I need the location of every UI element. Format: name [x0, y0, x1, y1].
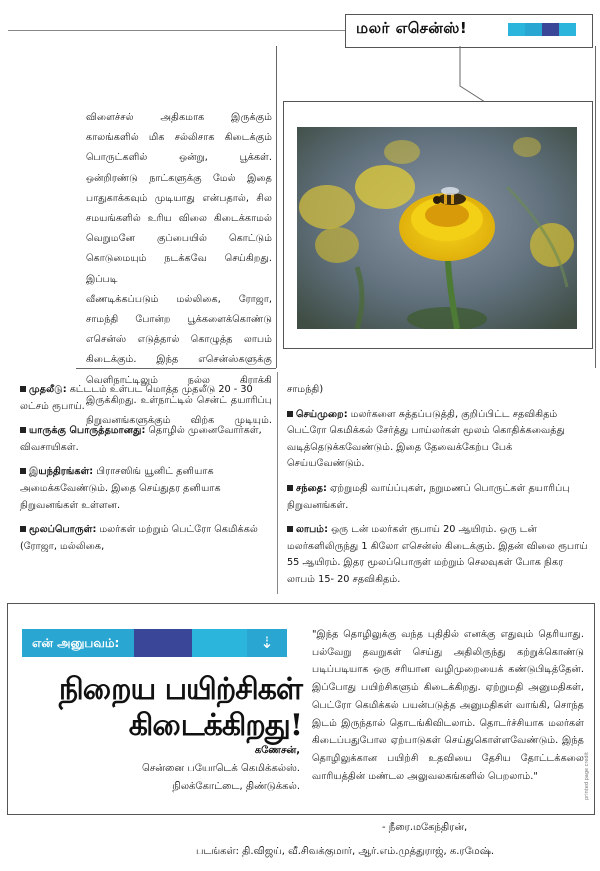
person-name: கணேசன், [254, 745, 300, 756]
callout-pointer [430, 46, 490, 103]
detail-text: ஒரு டன் மலர்கள் ரூபாய் 20 ஆயிரம். ஒரு டன் மலர்களிலிருந்து 1 கிலோ எசென்ஸ் கிடைக்கும். இதன் விலை ரூபாய் 55 ஆயிரம். இதர மூலப்பொருள் மற்றும் செலவுகள் போக நிகர லாபம் 15- 20 சதவிகிதம். [287, 524, 588, 585]
intro-line: பாதுகாக்கவும் முடியாது என்பதால், சில [86, 192, 272, 204]
banner-block [192, 629, 247, 657]
detail-label: செய்முறை: [296, 408, 348, 420]
intro-line: கிடைக்கும். இந்த எசென்ஸ்களுக்கு [86, 354, 272, 366]
detail-label: யாருக்கு பொருத்தமானது: [29, 425, 146, 437]
detail-item [287, 481, 592, 514]
intro-line: பொருட்களில் ஒன்று, பூக்கள். [86, 152, 272, 164]
intro-line: ஒன்றிரண்டு நாட்களுக்கு மேல் இதை [86, 172, 272, 184]
detail-item [287, 407, 592, 473]
person-company: சென்னை பயோடெக் கெமிக்கல்ஸ். [141, 763, 300, 774]
detail-text: ஏற்றுமதி வாய்ப்புகள், நறுமணப் பொருட்கள் தயாரிப்பு நிறுவனங்கள். [287, 482, 570, 511]
bullet-square-icon [20, 427, 26, 433]
intro-line: இருக்கிறது. உள்நாட்டில் சென்ட் தயாரிப்பு [86, 394, 272, 406]
bullet-square-icon [287, 526, 293, 532]
header-bar [559, 23, 576, 36]
intro-line: வெளிநாட்டிலும் நல்ல கிராக்கி [86, 374, 272, 386]
intro-line: வீணடிக்கப்படும் மல்லிகை, ரோஜா, [86, 293, 272, 305]
detail-item [20, 382, 270, 415]
detail-item [20, 522, 270, 555]
experience-quote: "இந்த தொழிலுக்கு வந்த புதிதில் எனக்கு எதுவும் தெரியாது. பல்வேறு தவறுகள் செய்து அதிலிருந்து கற்றுக்கொண்டு படிப்படியாக ஒரு சரியான வழிமுறையைக் கண்டுபிடித்தேன். இப்போது பயிற்சிகளும் கிடைக்கிறது. ஏற்றுமதி அனுமதிகள், பெட்ரோ கெமிக்கல் பயன்படுத்த அனுமதிகள் வாங்கி, சொந்த இடம் இருந்தால் தொடங்கிவிடலாம். தொடர்ச்சியாக மலர்கள் கிடைப்பதுபோல ஏற்பாடுகள் செய்துகொள்ளவேண்டும். இந்த தொழிலுக்கான பயிற்சி உதவியை தேசிய தோட்டக்கலை வாரியத்தின் மண்டல அலுவலகங்களில் பெறலாம்." [312, 629, 584, 782]
header-color-bars [508, 23, 576, 36]
bullet-square-icon [20, 386, 26, 392]
marigold-photo [297, 127, 577, 329]
header-bar [508, 23, 525, 36]
experience-label: என் அனுபவம்: [22, 629, 134, 657]
bullet-square-icon [20, 526, 26, 532]
detail-text: மலர்கள் மற்றும் பெட்ரோ கெமிக்கல் (ரோஜா, மல்லிகை, [20, 524, 258, 552]
marigold-with-bee-icon [297, 127, 577, 329]
detail-label: மூலப்பொருள்: [29, 524, 97, 536]
banner-block [134, 629, 192, 657]
detail-label: லாபம்: [296, 524, 328, 536]
intro-line: சாமந்தி போன்ற பூக்களைக்கொண்டு [86, 314, 272, 326]
down-arrow-icon: ⇣ [247, 629, 287, 657]
bullet-square-icon [20, 468, 26, 474]
detail-label: இயந்திரங்கள்: [29, 466, 94, 478]
detail-text: மலர்களை சுத்தப்படுத்தி, குறிப்பிட்ட சதவிகிதம் பெட்ரோ கெமிக்கல் சேர்த்து பாய்லர்கள் மூலம் கொதிக்கவைத்து வடித்தெடுக்கவேண்டும். இதை தேவைக்கேற்ப பேக் செய்யவேண்டும். [287, 408, 565, 470]
intro-line: நிறுவனங்களுக்கும் விற்க முடியும். [86, 415, 272, 427]
detail-item [287, 522, 592, 588]
intro-line: காலங்களில் மிக சல்லிசாக கிடைக்கும் [86, 132, 272, 144]
detail-label: முதலீடு: [29, 384, 67, 395]
bullet-square-icon [287, 411, 293, 417]
photo-credit: படங்கள்: தி.விஜய், வீ.சிவக்குமார், ஆர்.எம்.முத்துராஜ், க.ரமேஷ். [196, 846, 495, 857]
intro-line: விளைச்சல் அதிகமாக இருக்கும் [86, 112, 272, 123]
continuation-text: சாமந்தி) [287, 384, 324, 395]
bullet-square-icon [287, 485, 293, 491]
person-place: நிலக்கோட்டை, திண்டுக்கல். [172, 781, 300, 792]
details-right-column [287, 382, 592, 597]
detail-text: கட்டடம் உள்பட மொத்த முதலீடு 20 - 30 லட்சம் ரூபாய். [20, 384, 253, 412]
detail-item [20, 464, 270, 514]
detail-text: தொழில் முனைவோர்கள், விவசாயிகள். [20, 425, 262, 453]
intro-frame-left [276, 46, 277, 368]
intro-line: சமயங்களில் உரிய விலை கிடைக்காமல் [86, 213, 272, 225]
column-divider [277, 372, 278, 594]
intro-line: கொடுமையும் நடக்கவே செய்கிறது. இப்படி [86, 253, 272, 285]
headline-line-1: நிறைய பயிற்சிகள் [58, 672, 302, 707]
page-title: மலர் எசென்ஸ்! [356, 19, 468, 37]
details-left-column [20, 382, 270, 563]
intro-line: எசென்ஸ் எடுத்தால் கொழுத்த லாபம் [86, 334, 272, 346]
experience-banner [22, 629, 287, 657]
header-bar [542, 23, 559, 36]
detail-text: பிராசஸிங் யூனிட் தனியாக அமைக்கவேண்டும். இதை செய்துதர தனியாக நிறுவனங்கள் உள்ளன. [20, 466, 221, 511]
intro-frame-right [595, 46, 596, 368]
side-note: printed page credit [584, 752, 590, 800]
author-credit: - நீரை.மகேந்திரன், [382, 822, 468, 833]
detail-item [20, 423, 270, 456]
intro-line: வெறுமனே குப்பையில் கொட்டும் [86, 233, 272, 245]
headline-line-2: கிடைக்கிறது! [128, 708, 302, 743]
header-bar [525, 23, 542, 36]
detail-label: சந்தை: [296, 482, 327, 494]
header-rule [8, 30, 363, 31]
